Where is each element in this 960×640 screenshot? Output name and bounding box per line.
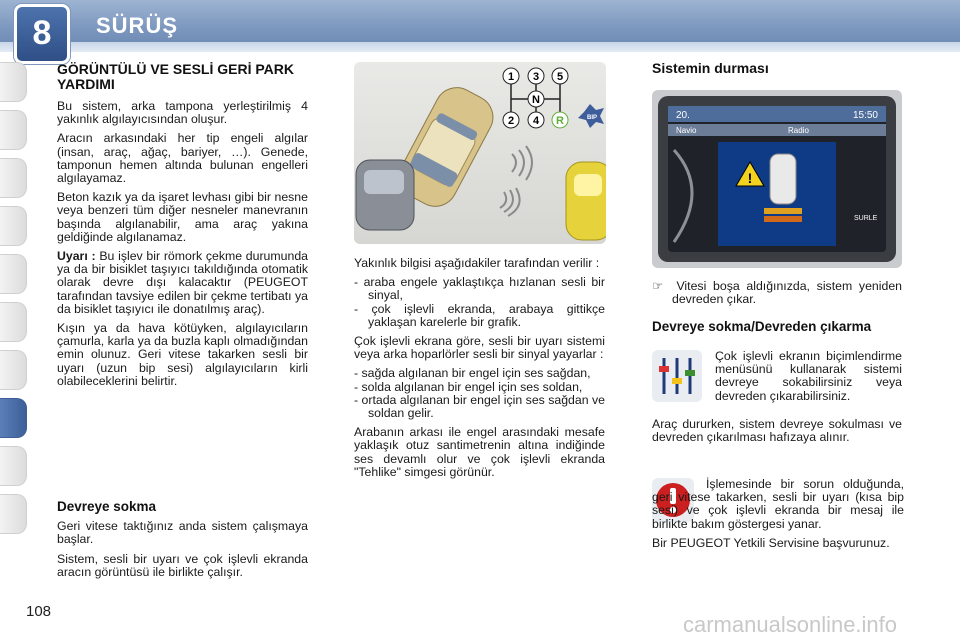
chapter-title: SÜRÜŞ	[96, 13, 179, 38]
sound-direction-list	[354, 367, 605, 420]
display-car-icon	[770, 154, 796, 204]
paragraph: Kışın ya da hava kötüyken, algılayıcıların çamurla, karla ya da buzla kaplı olmadığından emin olunuz. Geri vitese takarken sesli bir uyarı (uzun bip sesi) algılayıcıların kirli olabileceklerini belirtir.	[57, 321, 308, 388]
list-item: - araba engele yaklaştıkça hızlanan sesli bir sinyal,	[354, 276, 605, 302]
chapter-side-tabs	[0, 62, 30, 542]
side-tab-active[interactable]	[0, 398, 27, 438]
settings-menu-icon	[652, 350, 702, 402]
page-number: 108	[26, 603, 52, 620]
list-item: - solda algılanan bir engel için ses soldan,	[354, 381, 605, 394]
display-tab-right: Radio	[788, 126, 809, 135]
gear-label: 5	[556, 71, 564, 83]
gear-label: 1	[507, 71, 515, 83]
list-item: - çok işlevli ekranda, arabaya gittikçe yaklaşan karelerle bir grafik.	[354, 303, 605, 329]
activation-title: Devreye sokma	[57, 499, 157, 514]
side-tab[interactable]	[0, 350, 27, 390]
right-column	[652, 280, 902, 341]
display-date: 20.	[676, 110, 690, 121]
service-text: Bir PEUGEOT Yetkili Servisine başvurunuz.	[652, 535, 890, 550]
side-tab[interactable]	[0, 254, 27, 294]
display-distance-bar	[764, 208, 802, 214]
paragraph: Çok işlevli ekrana göre, sesli bir uyarı sistemi veya arka hoparlörler sesli bir sinyal yayarlar :	[354, 334, 605, 362]
side-tab[interactable]	[0, 446, 27, 486]
header-underline	[0, 42, 960, 52]
proximity-list	[354, 276, 605, 329]
danger-exclamation-icon: !	[747, 170, 753, 186]
fault-text: İşlemesinde bir sorun olduğunda, geri vitese takarken, sesli bir uyarı (kısa bip sesi) ve çok işlevli ekranda bir mesaj ile birlikte bakım göstergesi yanar.	[652, 477, 904, 531]
side-tab[interactable]	[0, 110, 27, 150]
list-item: - ortada algılanan bir engel için ses sağdan ve soldan gelir.	[354, 394, 605, 420]
display-tab-left: Navio	[676, 126, 697, 135]
side-tab[interactable]	[0, 302, 27, 342]
chapter-number-badge: 8	[14, 4, 70, 64]
display-screen-figure	[652, 90, 902, 268]
paragraph: Sistem, sesli bir uyarı ve çok işlevli ekranda aracın görüntüsü ile birlikte çalışır.	[57, 551, 308, 579]
parking-diagram-svg	[354, 62, 606, 244]
warning-text: Bu işlev bir römork çekme durumunda ya da bir bisiklet taşıyıcı takıldığında otomatik olarak devre dışı kalacaktır (PEUGEOT tarafından tavsiye edilen bir çekme tertibatı ya da bisiklet taşıyıcı ile donatılmış araç).	[57, 249, 308, 316]
warning-paragraph	[57, 250, 308, 316]
gear-label-reverse: R	[556, 115, 564, 127]
paragraph: Araç dururken, sistem devreye sokulması ve devreden çıkarılması hafızaya alınır.	[652, 417, 902, 445]
pointing-hand-icon: ☞	[652, 279, 677, 293]
gear-label: 2	[507, 115, 515, 127]
section-title: GÖRÜNTÜLÜ VE SESLİ GERİ PARK YARDIMI	[57, 61, 294, 92]
beep-label: BIP	[586, 115, 598, 121]
toggle-note-block	[652, 418, 902, 450]
parking-diagram	[354, 62, 606, 244]
paragraph: Aracın arkasındaki her tip engeli algılar (insan, araç, ağaç, bariyer, …). Genede, tamponun hemen altında bulunan engelleri algılayamaz.	[57, 131, 308, 186]
side-tab[interactable]	[0, 494, 27, 534]
display-right-label: SURLE	[854, 215, 878, 222]
gear-label: N	[532, 94, 540, 106]
watermark: carmanualsonline.info	[683, 612, 898, 637]
parked-car-left-icon	[356, 160, 414, 230]
stop-item-text: Vitesi boşa aldığınızda, sistem yeniden devreden çıkar.	[672, 279, 902, 307]
paragraph: Bu sistem, arka tampona yerleştirilmiş 4 yakınlık algılayıcısından oluşur.	[57, 99, 308, 127]
display-clock: 15:50	[852, 110, 878, 121]
paragraph: Yakınlık bilgisi aşağıdakiler tarafından verilir :	[354, 256, 600, 270]
side-tab[interactable]	[0, 206, 27, 246]
system-stop-title: Sistemin durması	[652, 60, 769, 76]
right-column-title-block	[652, 62, 904, 82]
left-column	[57, 62, 308, 394]
gear-label: 3	[532, 71, 540, 83]
side-tab[interactable]	[0, 62, 27, 102]
stop-item	[652, 280, 902, 306]
activation-section	[57, 500, 308, 585]
warning-label: Uyarı :	[57, 249, 96, 264]
paragraph: Arabanın arkası ile engel arasındaki mesafe yaklaşık otuz santimetrenin altına indiğinde ses devamlı olur ve çok işlevli ekranda "Tehlike" simgesi görünür.	[354, 425, 605, 479]
paragraph: Geri vitese taktığınız anda sistem çalışmaya başlar.	[57, 519, 308, 547]
multifunction-display-svg	[652, 90, 902, 268]
display-tab-bar	[668, 124, 886, 136]
side-tab[interactable]	[0, 158, 27, 198]
fault-block	[652, 478, 904, 556]
display-distance-bar	[764, 216, 802, 222]
middle-column	[354, 257, 605, 485]
parked-car-right-icon	[566, 162, 606, 240]
gear-label: 4	[532, 115, 540, 127]
list-item: - sağda algılanan bir engel için ses sağdan,	[354, 367, 605, 380]
toggle-title: Devreye sokma/Devreden çıkarma	[652, 319, 872, 335]
paragraph: Beton kazık ya da işaret levhası gibi bir nesne veya benzeri tüm diğer nesneler manevranın başında algılanabilir, ama araç yakına geldiğinde algılanamaz.	[57, 190, 308, 244]
toggle-text-block	[715, 350, 902, 409]
paragraph: Çok işlevli ekranın biçimlendirme menüsünü kullanarak sistemi devreye sokabilirsiniz veya devreden çıkarabilirsiniz.	[715, 349, 902, 403]
